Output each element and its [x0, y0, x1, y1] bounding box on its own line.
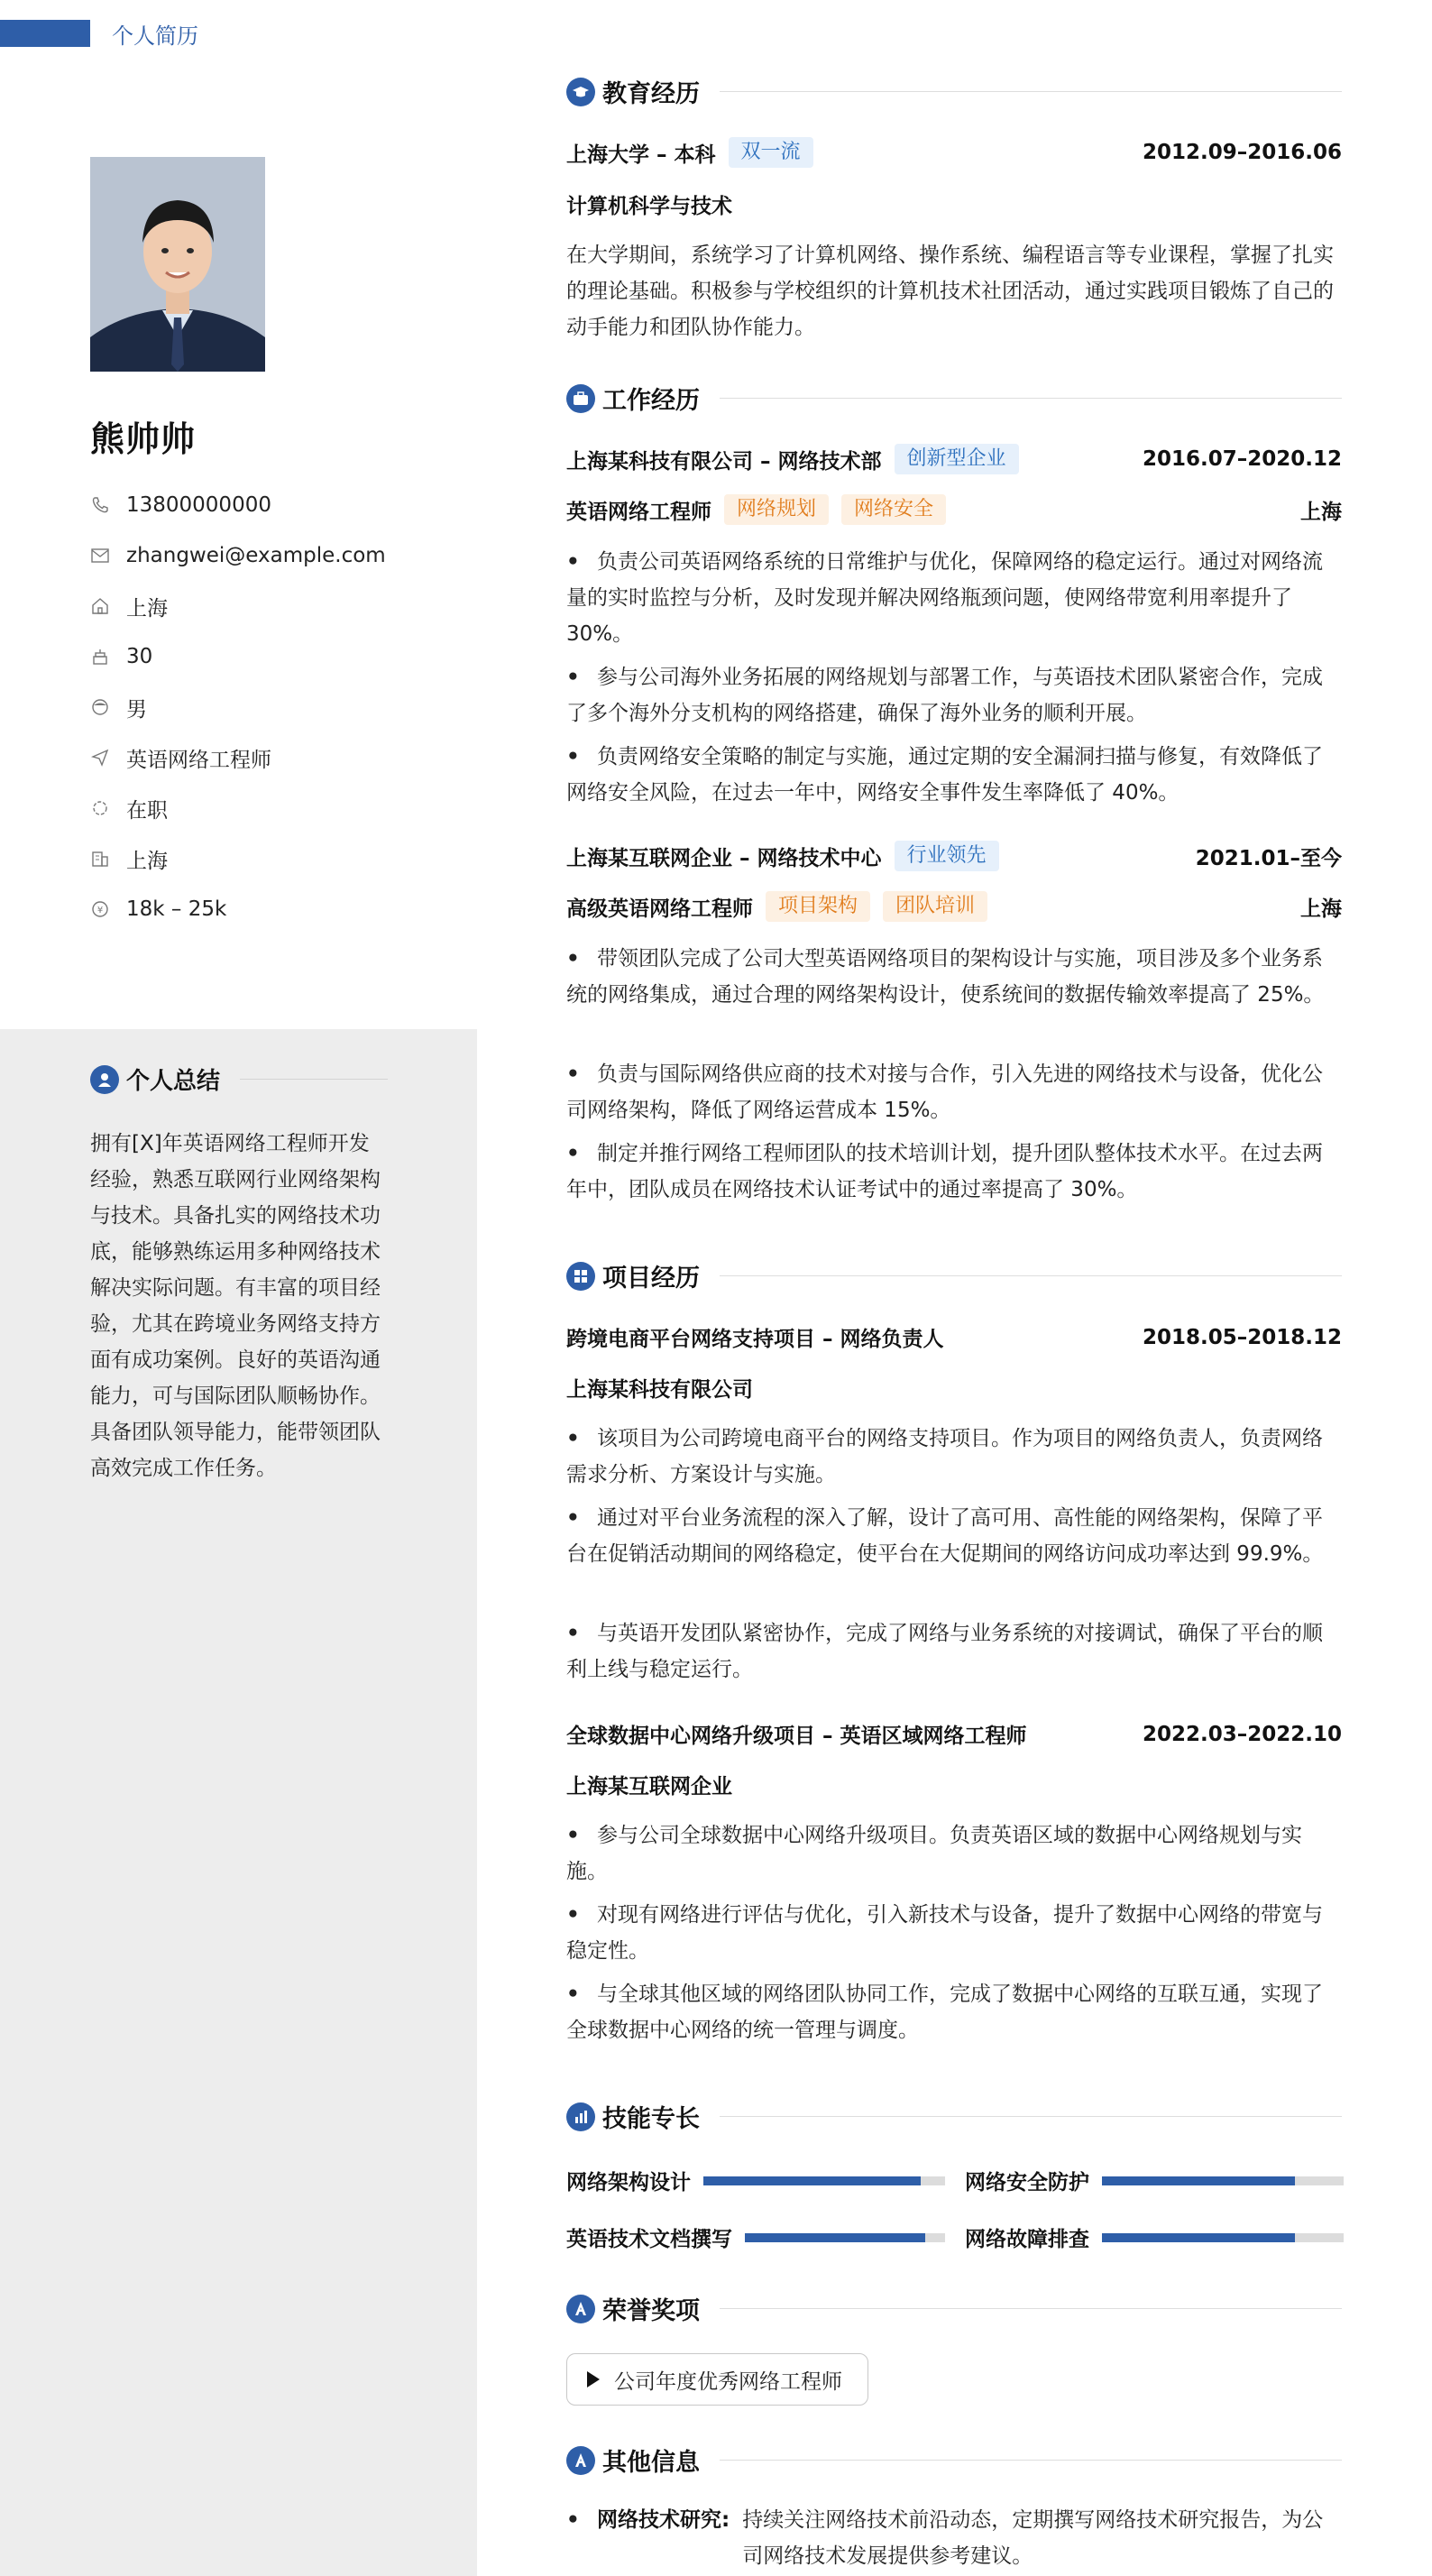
status-value: 在职 [126, 798, 168, 823]
bar-chart-icon [566, 2102, 595, 2131]
play-triangle-icon [587, 2371, 600, 2387]
divider [720, 2116, 1342, 2117]
skill-item [566, 2222, 945, 2252]
job-role: 高级英语网络工程师 [566, 897, 753, 921]
education-title: 教育经历 [602, 80, 700, 108]
project-name: 全球数据中心网络升级项目 – 英语区域网络工程师 [566, 1725, 1027, 1748]
project-2-row [566, 1719, 1342, 1749]
job-period: 2021.01–至今 [1195, 846, 1342, 870]
project-1-company-row [566, 1373, 1342, 1403]
header-accent-bar [0, 20, 90, 47]
project-company: 上海某互联网企业 [566, 1775, 732, 1799]
honors-heading [566, 2291, 1342, 2326]
gender-value: 男 [126, 697, 147, 722]
job-company: 上海某科技有限公司 – 网络技术部 [566, 449, 882, 474]
info-work-city [90, 833, 386, 884]
skill-track [745, 2233, 945, 2242]
mail-icon [90, 546, 110, 566]
education-row [566, 137, 1342, 168]
projects-heading [566, 1258, 1342, 1293]
page-title: 个人简历 [112, 23, 198, 49]
school-tag: 双一流 [729, 137, 813, 168]
project-company: 上海某科技有限公司 [566, 1378, 753, 1402]
info-gender [90, 682, 386, 732]
divider [240, 1079, 388, 1080]
other-title: 其他信息 [602, 2449, 700, 2477]
education-period: 2012.09–2016.06 [1142, 141, 1342, 164]
project-1-row [566, 1322, 1342, 1352]
graduation-cap-icon [566, 78, 595, 106]
phone-value: 13800000000 [126, 493, 271, 517]
gender-icon [90, 697, 110, 717]
award-icon [566, 2295, 595, 2323]
skills-title: 技能专长 [602, 2105, 700, 2133]
building-icon [90, 849, 110, 869]
work-title: 工作经历 [602, 387, 700, 415]
job-bullet: • 带领团队完成了公司大型英语网络项目的架构设计与实施，项目涉及多个业务系统的网络集成，通过合理的网络架构设计，使系统间的数据传输效率提高了 25%。 [566, 941, 1342, 1013]
divider [720, 398, 1342, 399]
summary-text: 拥有[X]年英语网络工程师开发经验，熟悉互联网行业网络架构与技术。具备扎实的网络技术功底，能够熟练运用多种网络技术解决实际问题。有丰富的项目经验，尤其在跨境业务网络支持方面有成功案例。良好的英语沟通能力，可与国际团队顺畅协作。具备团队领导能力，能带领团队高效完成工作任务。 [90, 1132, 381, 1480]
divider [720, 91, 1342, 92]
skill-track [703, 2176, 945, 2185]
bullet-dot: • [566, 2508, 580, 2532]
info-location [90, 581, 386, 631]
profile-name: 熊帅帅 [90, 419, 197, 459]
contact-info [90, 480, 386, 934]
info-age [90, 631, 386, 682]
skill-fill [1102, 2176, 1295, 2185]
job-company-tag: 行业领先 [895, 841, 999, 871]
project-bullet: • 与英语开发团队紧密协作，完成了网络与业务系统的对接调试，确保了平台的顺利上线与稳定运行。 [566, 1615, 1342, 1688]
job-2-role-row [566, 891, 1342, 922]
briefcase-icon [566, 384, 595, 413]
major-name: 计算机科学与技术 [566, 195, 732, 218]
honor-label: 公司年度优秀网络工程师 [614, 2369, 842, 2394]
project-period: 2018.05–2018.12 [1142, 1325, 1342, 1349]
salary-icon [90, 899, 110, 919]
profile-photo [90, 157, 265, 372]
age-icon [90, 647, 110, 667]
skill-track [1102, 2176, 1344, 2185]
work-heading [566, 381, 1342, 416]
education-heading [566, 74, 1342, 109]
job-bullet: • 负责与国际网络供应商的技术对接与合作，引入先进的网络技术与设备，优化公司网络架构，降低了网络运营成本 15%。 [566, 1056, 1342, 1128]
home-icon [90, 596, 110, 616]
major-row [566, 189, 1342, 219]
work-city-value: 上海 [126, 849, 168, 873]
education-description: 在大学期间，系统学习了计算机网络、操作系统、编程语言等专业课程，掌握了扎实的理论基础。积极参与学校组织的计算机技术社团活动，通过实践项目锻炼了自己的动手能力和团队协作能力。 [566, 244, 1334, 339]
status-icon [90, 798, 110, 818]
summary-heading [90, 1063, 388, 1096]
job-1-role-row [566, 494, 1342, 525]
position-value: 英语网络工程师 [126, 748, 271, 772]
other-heading [566, 2443, 1342, 2478]
project-bullet: • 与全球其他区域的网络团队协同工作，完成了数据中心网络的互联互通，实现了全球数据中心网络的统一管理与调度。 [566, 1976, 1342, 2048]
skill-fill [745, 2233, 925, 2242]
svg-text:¥: ¥ [96, 906, 104, 915]
job-role: 英语网络工程师 [566, 500, 711, 524]
job-skill-tag: 网络规划 [724, 494, 829, 525]
job-bullet: • 负责网络安全策略的制定与实施，通过定期的安全漏洞扫描与修复，有效降低了网络安全风险，在过去一年中，网络安全事件发生率降低了 40%。 [566, 739, 1342, 811]
job-company: 上海某互联网企业 – 网络技术中心 [566, 846, 882, 870]
salary-value: 18k – 25k [126, 897, 227, 921]
info-salary [90, 884, 386, 934]
divider [720, 2308, 1342, 2309]
skill-track [1102, 2233, 1344, 2242]
projects-title: 项目经历 [602, 1265, 700, 1293]
other-label: 网络技术研究: [597, 2508, 730, 2532]
skill-item [965, 2166, 1344, 2195]
skills-heading [566, 2099, 1342, 2134]
job-company-tag: 创新型企业 [895, 444, 1019, 474]
grid-icon [566, 1262, 595, 1291]
skill-fill [1102, 2233, 1295, 2242]
project-bullet: • 参与公司全球数据中心网络升级项目。负责英语区域的数据中心网络规划与实施。 [566, 1817, 1342, 1890]
other-text: 持续关注网络技术前沿动态，定期撰写网络技术研究报告，为公司网络技术发展提供参考建议。 [742, 2508, 1324, 2568]
job-period: 2016.07–2020.12 [1142, 447, 1342, 471]
summary-title: 个人总结 [126, 1068, 221, 1095]
skill-name: 网络架构设计 [566, 2171, 691, 2194]
job-city: 上海 [1300, 897, 1342, 921]
info-icon [566, 2446, 595, 2475]
job-2-row [566, 841, 1342, 871]
info-position [90, 732, 386, 783]
project-bullet: • 对现有网络进行评估与优化，引入新技术与设备，提升了数据中心网络的带宽与稳定性。 [566, 1897, 1342, 1969]
project-bullet: • 通过对平台业务流程的深入了解，设计了高可用、高性能的网络架构，保障了平台在促销活动期间的网络稳定，使平台在大促期间的网络访问成功率达到 99.9%。 [566, 1500, 1342, 1572]
skill-name: 网络安全防护 [965, 2171, 1089, 2194]
skill-name: 网络故障排查 [965, 2228, 1089, 2251]
project-2-company-row [566, 1770, 1342, 1799]
job-bullet: • 制定并推行网络工程师团队的技术培训计划，提升团队整体技术水平。在过去两年中，团队成员在网络技术认证考试中的通过率提高了 30%。 [566, 1136, 1342, 1208]
job-bullet: • 参与公司海外业务拓展的网络规划与部署工作，与英语技术团队紧密合作，完成了多个海外分支机构的网络搭建，确保了海外业务的顺利开展。 [566, 659, 1342, 731]
job-skill-tag: 项目架构 [766, 891, 870, 922]
info-phone [90, 480, 386, 530]
user-icon [90, 1065, 119, 1094]
job-skill-tag: 网络安全 [841, 494, 946, 525]
skill-item [566, 2166, 945, 2195]
honor-item [566, 2353, 868, 2406]
send-icon [90, 748, 110, 768]
project-name: 跨境电商平台网络支持项目 – 网络负责人 [566, 1328, 944, 1351]
school-name: 上海大学 – 本科 [566, 143, 716, 167]
age-value: 30 [126, 645, 153, 668]
job-city: 上海 [1300, 500, 1342, 524]
location-value: 上海 [126, 596, 168, 621]
skill-name: 英语技术文档撰写 [566, 2228, 732, 2251]
project-period: 2022.03–2022.10 [1142, 1722, 1342, 1746]
project-bullet: • 该项目为公司跨境电商平台的网络支持项目。作为项目的网络负责人，负责网络需求分析、方案设计与实施。 [566, 1421, 1342, 1493]
info-email [90, 530, 386, 581]
skill-fill [703, 2176, 921, 2185]
honors-title: 荣誉奖项 [602, 2297, 700, 2325]
job-bullet: • 负责公司英语网络系统的日常维护与优化，保障网络的稳定运行。通过对网络流量的实时监控与分析，及时发现并解决网络瓶颈问题，使网络带宽利用率提升了 30%。 [566, 544, 1342, 652]
divider [720, 1275, 1342, 1276]
divider [720, 2460, 1342, 2461]
email-value: zhangwei@example.com [126, 544, 386, 567]
job-skill-tag: 团队培训 [883, 891, 987, 922]
job-1-row [566, 444, 1342, 474]
skill-item [965, 2222, 1344, 2252]
phone-icon [90, 495, 110, 515]
info-status [90, 783, 386, 833]
other-item [566, 2502, 1342, 2574]
